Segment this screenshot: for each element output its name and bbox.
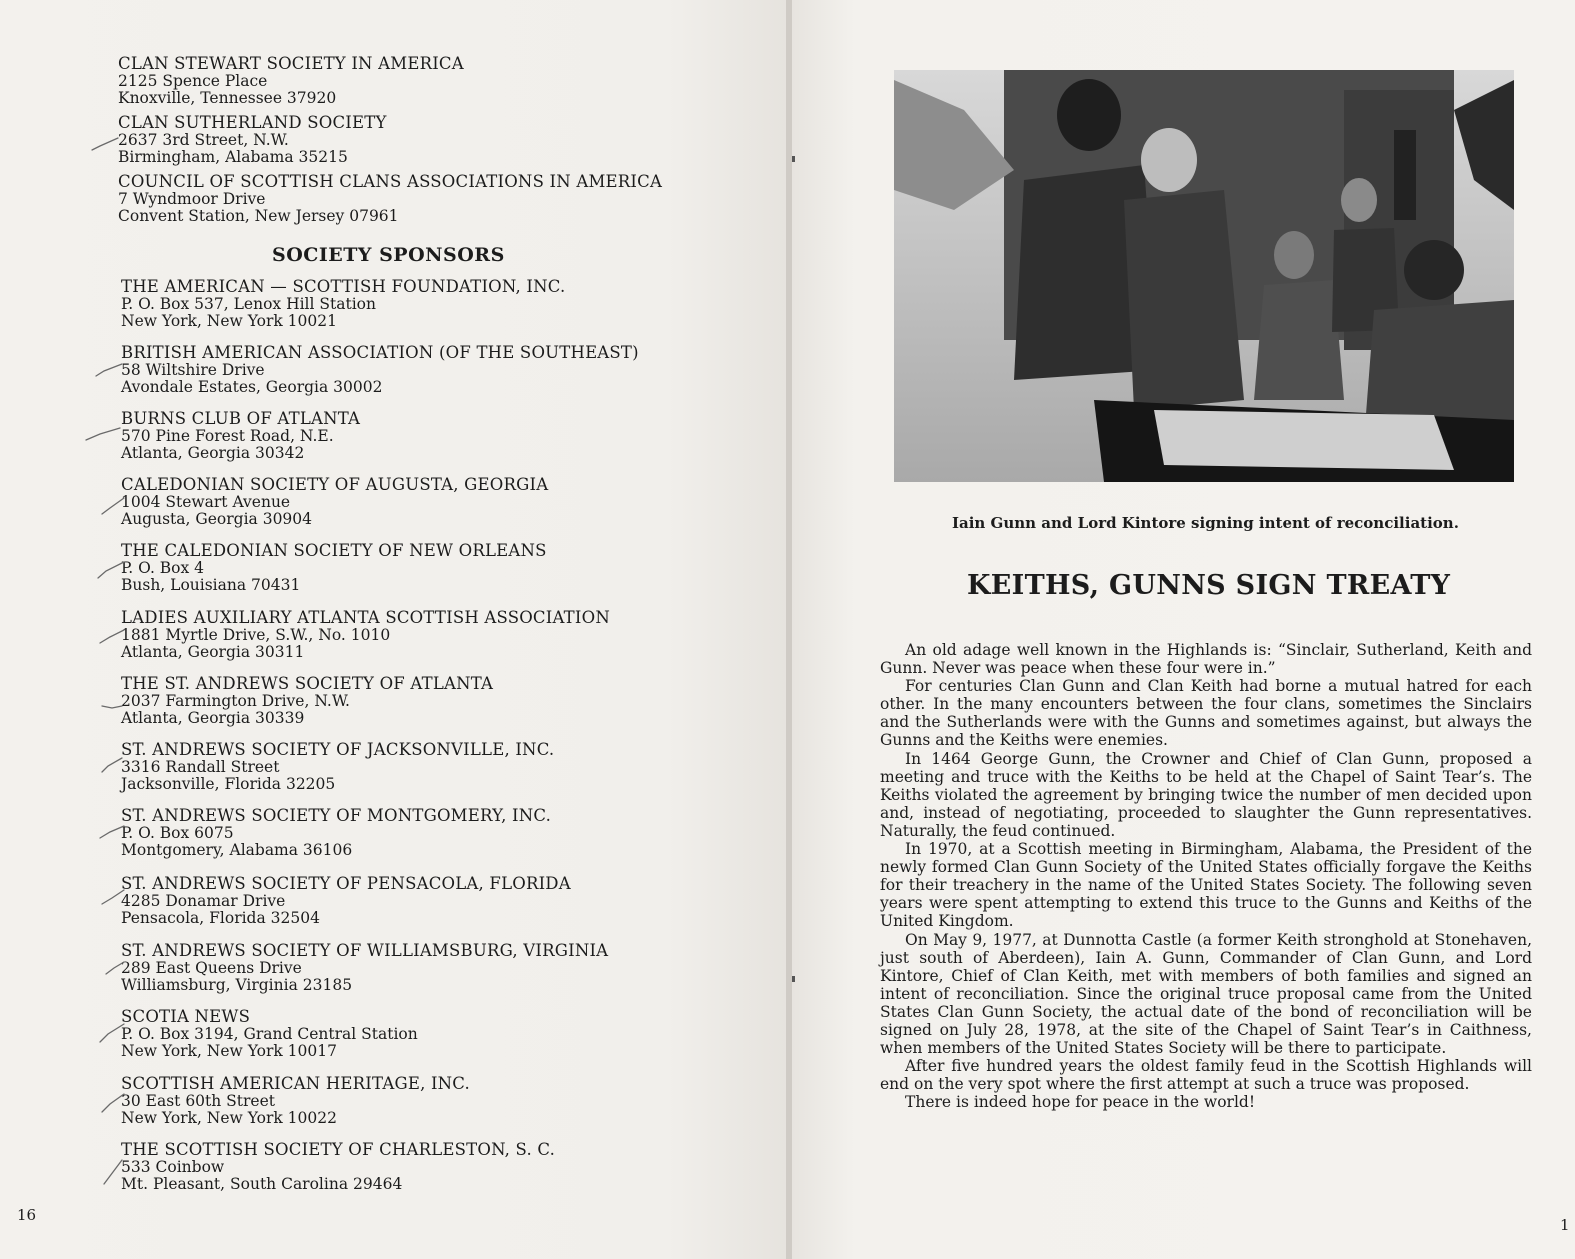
entry-name: ST. ANDREWS SOCIETY OF MONTGOMERY, INC.	[121, 806, 552, 825]
photo-signing-ceremony	[894, 70, 1514, 482]
entry-address: 1004 Stewart Avenue	[121, 492, 291, 511]
check-mark-icon	[96, 364, 122, 376]
left-page	[0, 0, 786, 1259]
entry-city: Augusta, Georgia 30904	[121, 509, 313, 528]
entry-name: ST. ANDREWS SOCIETY OF JACKSONVILLE, INC.	[121, 740, 555, 759]
entry-city: New York, New York 10017	[121, 1041, 337, 1060]
entry-name: SCOTIA NEWS	[121, 1007, 251, 1026]
entry-address: P. O. Box 3194, Grand Central Station	[121, 1024, 418, 1043]
sponsor-entry	[121, 676, 493, 726]
check-mark-icon	[86, 428, 120, 440]
sponsor-entry	[121, 477, 548, 527]
article-body	[880, 641, 1532, 1111]
entry-city: Montgomery, Alabama 36106	[121, 840, 353, 859]
check-mark-icon	[100, 630, 124, 643]
entry-address: 2037 Farmington Drive, N.W.	[121, 691, 350, 710]
article-paragraph: An old adage well known in the Highlands is: “Sinclair, Sutherland, Keith and Gunn. Never was peace when these four were in.”	[880, 641, 1532, 678]
page-number: 16	[17, 1206, 37, 1224]
entry-name: CLAN STEWART SOCIETY IN AMERICA	[118, 54, 464, 73]
entry-name: THE ST. ANDREWS SOCIETY OF ATLANTA	[121, 674, 494, 693]
entry-address: 30 East 60th Street	[121, 1091, 276, 1110]
sponsor-entry	[121, 1009, 418, 1059]
article-paragraph: For centuries Clan Gunn and Clan Keith had borne a mutual hatred for each other. In the many encounters between the four clans, sometimes the Sinclairs and the Sutherlands were with the Gunns and sometimes against, but always the Gunns and the Keiths were enemies.	[880, 677, 1532, 750]
directory-entry	[118, 174, 662, 224]
spine-mark	[792, 156, 795, 162]
article-paragraph: On May 9, 1977, at Dunnotta Castle (a former Keith stronghold at Stonehaven, just south of Aberdeen), Iain A. Gunn, Commander of Clan Gunn, and Lord Kintore, Chief of Clan Keith, met with members of both families and signed an intent of reconciliation. Since the original truce proposal came from the United States Clan Gunn Society, the actual date of the bond of reconciliation will be signed on July 28, 1978, at the site of the Chapel of Saint Tear’s in Caithness, when members of the United States Society will be there to participate.	[880, 930, 1532, 1058]
entry-city: Atlanta, Georgia 30339	[121, 708, 305, 727]
sponsor-entry	[121, 345, 639, 395]
check-mark-icon	[104, 1160, 122, 1184]
entry-address: 4285 Donamar Drive	[121, 891, 286, 910]
entry-address: 7 Wyndmoor Drive	[118, 189, 266, 208]
entry-name: THE SCOTTISH SOCIETY OF CHARLESTON, S. C.	[121, 1140, 556, 1159]
sponsor-entry	[121, 411, 360, 461]
photo-image	[894, 70, 1514, 482]
entry-name: ST. ANDREWS SOCIETY OF PENSACOLA, FLORIDA	[121, 874, 571, 893]
check-mark-icon	[106, 962, 124, 974]
check-mark-icon	[102, 498, 124, 514]
pencil-check-marks	[0, 0, 130, 1259]
entry-name: THE CALEDONIAN SOCIETY OF NEW ORLEANS	[121, 541, 547, 560]
right-page	[792, 0, 1575, 1259]
sponsor-entry	[121, 742, 554, 792]
entry-city: Knoxville, Tennessee 37920	[118, 88, 337, 107]
entry-city: New York, New York 10022	[121, 1108, 337, 1127]
sponsor-entry	[121, 943, 608, 993]
entry-name: THE AMERICAN — SCOTTISH FOUNDATION, INC.	[121, 277, 566, 296]
entry-city: Avondale Estates, Georgia 30002	[121, 377, 383, 396]
entry-name: COUNCIL OF SCOTTISH CLANS ASSOCIATIONS IN AMERICA	[118, 172, 663, 191]
photo-caption: Iain Gunn and Lord Kintore signing intent of reconciliation.	[952, 514, 1459, 532]
article-paragraph: In 1970, at a Scottish meeting in Birmingham, Alabama, the President of the newly formed Clan Gunn Society of the United States officially forgave the Keiths for their treachery in the name of the United States Society. The following seven years were spent attempting to extend this truce to the Gunns and Keiths of the United Kingdom.	[880, 840, 1532, 931]
article-paragraph: In 1464 George Gunn, the Crowner and Chief of Clan Gunn, proposed a meeting and truce with the Keiths to be held at the Chapel of Saint Tear’s. The Keiths violated the agreement by bringing twice the number of men decided upon and, instead of negotiating, proceeded to slaughter the Gunn representatives. Naturally, the feud continued.	[880, 749, 1532, 840]
sponsor-entry	[121, 543, 547, 593]
directory-entry	[118, 115, 387, 165]
entry-city: Jacksonville, Florida 32205	[121, 774, 336, 793]
entry-city: Convent Station, New Jersey 07961	[118, 206, 399, 225]
check-mark-icon	[98, 562, 124, 578]
article-headline: KEITHS, GUNNS SIGN TREATY	[967, 570, 1451, 601]
entry-name: BURNS CLUB OF ATLANTA	[121, 409, 361, 428]
check-mark-icon	[100, 826, 124, 838]
entry-address: P. O. Box 537, Lenox Hill Station	[121, 294, 376, 313]
entry-name: LADIES AUXILIARY ATLANTA SCOTTISH ASSOCIATION	[121, 608, 610, 627]
entry-city: Williamsburg, Virginia 23185	[121, 975, 353, 994]
entry-address: 533 Coinbow	[121, 1157, 225, 1176]
sponsor-entry	[121, 610, 610, 660]
entry-address: P. O. Box 4	[121, 558, 205, 577]
check-mark-icon	[92, 138, 118, 150]
entry-address: 2125 Spence Place	[118, 71, 268, 90]
entry-name: CALEDONIAN SOCIETY OF AUGUSTA, GEORGIA	[121, 475, 549, 494]
article-paragraph: After five hundred years the oldest family feud in the Scottish Highlands will end on the very spot where the first attempt at such a truce was proposed.	[880, 1057, 1532, 1094]
sponsor-entry	[121, 876, 571, 926]
entry-address: 570 Pine Forest Road, N.E.	[121, 426, 334, 445]
entry-city: Bush, Louisiana 70431	[121, 575, 301, 594]
directory-entry	[118, 56, 464, 106]
sponsor-entry	[121, 1076, 470, 1126]
entry-name: ST. ANDREWS SOCIETY OF WILLIAMSBURG, VIRGINIA	[121, 941, 609, 960]
entry-city: Birmingham, Alabama 35215	[118, 147, 348, 166]
entry-city: Atlanta, Georgia 30342	[121, 443, 305, 462]
entry-address: 2637 3rd Street, N.W.	[118, 130, 289, 149]
check-mark-icon	[102, 1094, 124, 1112]
entry-address: 289 East Queens Drive	[121, 958, 302, 977]
article-paragraph: There is indeed hope for peace in the world!	[905, 1093, 1256, 1112]
check-mark-icon	[100, 1024, 124, 1042]
check-mark-icon	[102, 890, 124, 904]
sponsor-entry	[121, 1142, 555, 1192]
entry-name: SCOTTISH AMERICAN HERITAGE, INC.	[121, 1074, 470, 1093]
entry-city: Atlanta, Georgia 30311	[121, 642, 305, 661]
entry-address: 3316 Randall Street	[121, 757, 280, 776]
entry-name: BRITISH AMERICAN ASSOCIATION (OF THE SOUTHEAST)	[121, 343, 639, 362]
sponsor-entry	[121, 279, 565, 329]
check-mark-icon	[102, 758, 122, 772]
check-mark-icon	[102, 706, 122, 708]
entry-address: P. O. Box 6075	[121, 823, 234, 842]
entry-city: Mt. Pleasant, South Carolina 29464	[121, 1174, 403, 1193]
entry-address: 1881 Myrtle Drive, S.W., No. 1010	[121, 625, 391, 644]
spine-mark	[792, 976, 795, 982]
page-number: 1	[1560, 1216, 1570, 1234]
entry-address: 58 Wiltshire Drive	[121, 360, 265, 379]
entry-city: New York, New York 10021	[121, 311, 337, 330]
entry-name: CLAN SUTHERLAND SOCIETY	[118, 113, 387, 132]
entry-city: Pensacola, Florida 32504	[121, 908, 320, 927]
sponsor-entry	[121, 808, 551, 858]
section-heading: SOCIETY SPONSORS	[272, 244, 505, 266]
